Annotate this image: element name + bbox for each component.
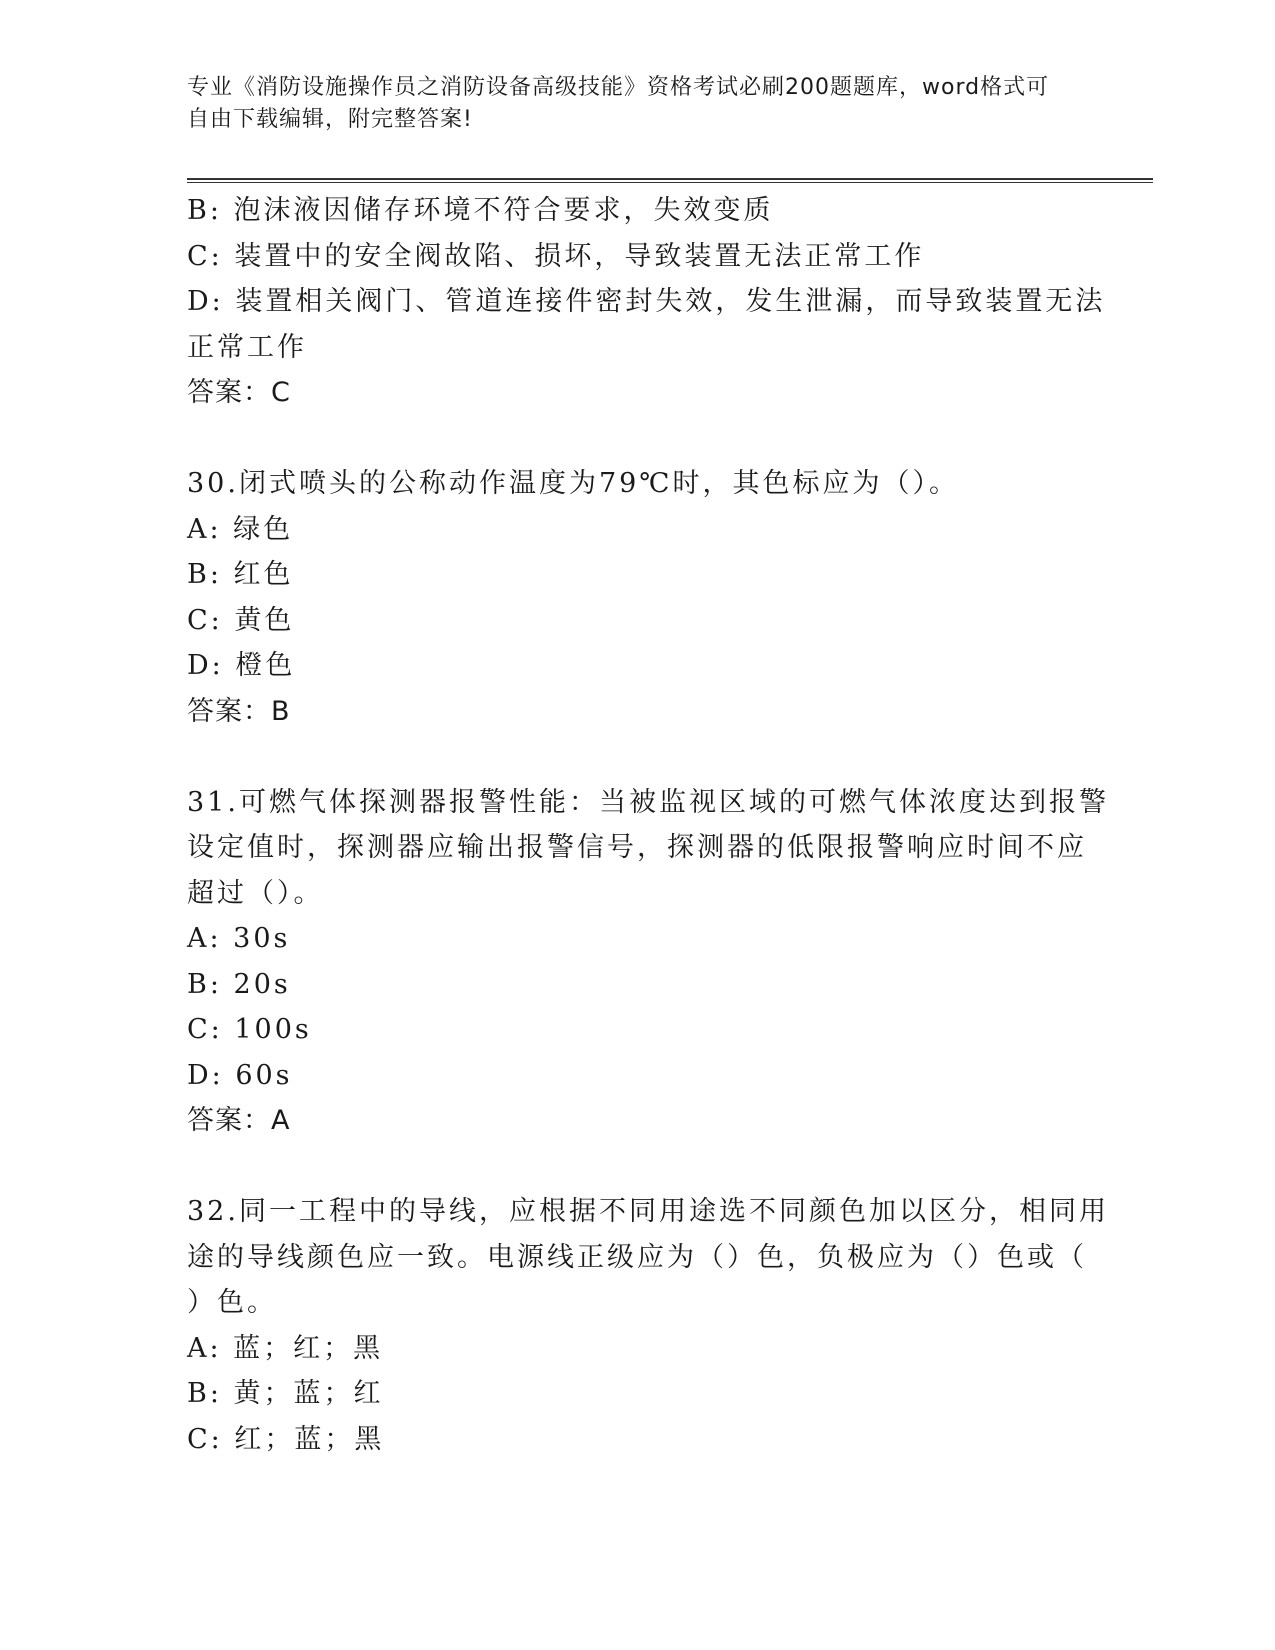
q31-question-line1: 31.可燃气体探测器报警性能：当被监视区域的可燃气体浓度达到报警 (187, 786, 1109, 818)
q29-answer: 答案：C (187, 377, 291, 408)
q30-option-a: A: 绿色 (187, 513, 294, 545)
q29-option-d-line1: D: 装置相关阀门、管道连接件密封失效，发生泄漏，而导致装置无法 (187, 286, 1106, 317)
question-content (187, 188, 1109, 1462)
q31-option-d: D: 60s (187, 1059, 293, 1091)
q32-question-line1: 32.同一工程中的导线，应根据不同用途选不同颜色加以区分，相同用 (187, 1196, 1109, 1227)
q31-question-line2: 设定值时，探测器应输出报警信号，探测器的低限报警响应时间不应 (187, 832, 1087, 863)
q30-question: 30.闭式喷头的公称动作温度为79℃时，其色标应为（）。 (187, 468, 959, 499)
q31-question-line3: 超过（）。 (187, 877, 324, 909)
spacer (187, 734, 1077, 780)
q30-answer: 答案：B (187, 695, 291, 727)
q29-option-c: C: 装置中的安全阀故陷、损坏，导致装置无法正常工作 (187, 240, 925, 272)
document-header: 专业《消防设施操作员之消防设备高级技能》资格考试必刷200题题库，word格式可自由下载编辑，附完整答案! (187, 75, 1050, 132)
q29-option-d-line2: 正常工作 (187, 331, 307, 363)
q31-option-a: A: 30s (187, 923, 291, 954)
q32-question-line3: ）色。 (187, 1287, 277, 1318)
header-divider-thick (187, 178, 1153, 180)
q30-option-c: C: 黄色 (187, 604, 295, 636)
q31-option-b: B: 20s (187, 968, 291, 1000)
q32-option-b: B: 黄；蓝；红 (187, 1378, 384, 1409)
q29-option-b: B: 泡沫液因储存环境不符合要求，失效变质 (187, 195, 774, 226)
spacer (187, 416, 1077, 462)
q32-option-c: C: 红；蓝；黑 (187, 1423, 385, 1455)
q30-option-b: B: 红色 (187, 559, 294, 590)
q32-option-a: A: 蓝；红；黑 (187, 1332, 384, 1364)
q31-option-c: C: 100s (187, 1014, 312, 1045)
q32-question-line2: 途的导线颜色应一致。电源线正级应为（）色，负极应为（）色或（ (187, 1241, 1087, 1273)
header-divider-thin (187, 182, 1153, 183)
spacer (187, 1144, 1077, 1190)
q30-option-d: D: 橙色 (187, 650, 296, 681)
q31-answer: 答案：A (187, 1105, 291, 1136)
